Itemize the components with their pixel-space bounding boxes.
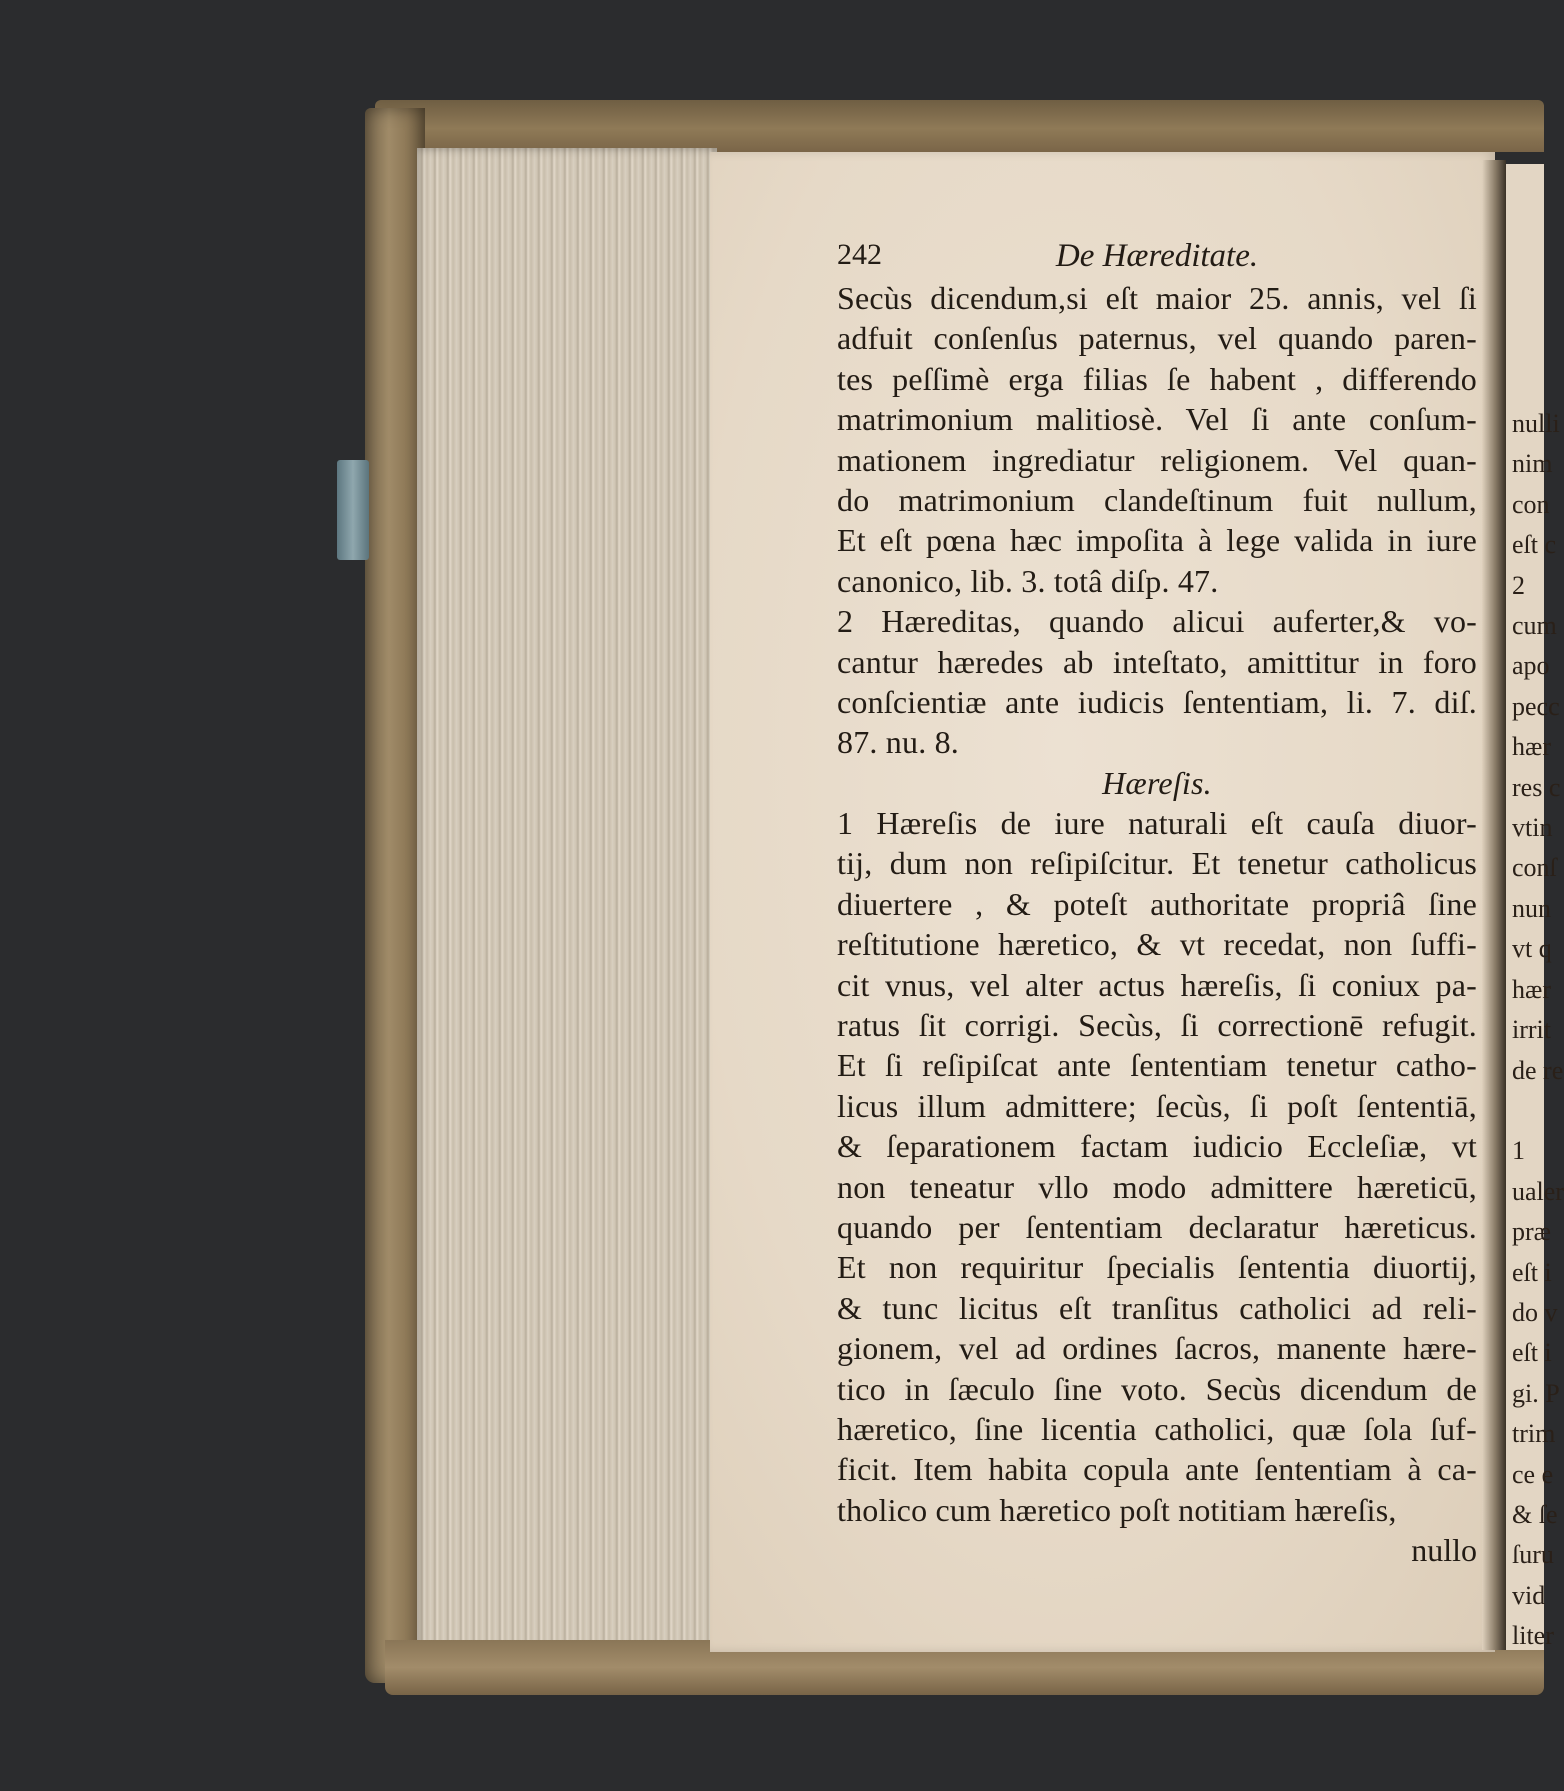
- facing-line-fragment: 1: [1512, 1136, 1525, 1166]
- text-line: hæretico, ſine licentia catholici, quæ ſola ſuf-: [837, 1410, 1477, 1447]
- text-line: licus illum admittere; ſecùs, ſi poſt ſententiā,: [837, 1087, 1477, 1124]
- text-line: cit vnus, vel alter actus hæreſis, ſi coniux pa-: [837, 966, 1477, 1003]
- page-header: [837, 238, 1477, 278]
- facing-line-fragment: præ: [1512, 1217, 1551, 1247]
- book-spine: [365, 108, 425, 1683]
- text-line: 87. nu. 8.: [837, 724, 959, 761]
- text-line: 1 Hæreſis de iure naturali eſt cauſa diuor-: [837, 805, 1477, 842]
- text-line: Secùs dicendum,si eſt maior 25. annis, vel ſi: [837, 280, 1477, 316]
- facing-line-fragment: & ſe: [1512, 1499, 1558, 1529]
- page-gutter: [1482, 160, 1506, 1650]
- text-line: non teneatur vllo modo admittere hæreticū,: [837, 1168, 1477, 1205]
- facing-line-fragment: de re: [1512, 1055, 1564, 1085]
- facing-line-fragment: do v: [1512, 1297, 1558, 1327]
- facing-page-text: [1512, 404, 1564, 1657]
- facing-line-fragment: trim: [1512, 1419, 1556, 1449]
- facing-line-fragment: apo: [1512, 651, 1550, 681]
- text-line: adfuit conſenſus paternus, vel quando paren-: [837, 320, 1477, 357]
- text-line: & tunc licitus eſt tranſitus catholici ad reli-: [837, 1289, 1477, 1326]
- facing-line-fragment: nun: [1512, 893, 1551, 923]
- text-line: ratus ſit corrigi. Secùs, ſi correctionē refugit.: [837, 1007, 1477, 1044]
- text-line: mationem ingrediatur religionem. Vel quan-: [837, 441, 1477, 478]
- text-line: reſtitutione hæretico, & vt recedat, non ſuffi-: [837, 926, 1477, 963]
- facing-line-fragment: hær: [1512, 974, 1551, 1004]
- text-line: tij, dum non reſipiſcitur. Et tenetur catholicus: [837, 845, 1477, 882]
- text-line: canonico, lib. 3. totâ diſp. 47.: [837, 562, 1219, 599]
- facing-page-fragment: [1506, 164, 1564, 1651]
- facing-line-fragment: vt q: [1512, 934, 1552, 964]
- text-line: tico in ſæculo ſine voto. Secùs dicendum de: [837, 1370, 1477, 1407]
- text-line: diuertere , & poteſt authoritate propriâ ſine: [837, 885, 1477, 922]
- facing-line-fragment: res c: [1512, 772, 1561, 802]
- facing-line-fragment: gi. P: [1512, 1378, 1560, 1408]
- catchword: nullo: [1411, 1532, 1477, 1569]
- facing-line-fragment: [1512, 1091, 1564, 1131]
- page-edges: [417, 148, 717, 1653]
- text-line: gionem, vel ad ordines ſacros, manente hære-: [837, 1330, 1477, 1367]
- facing-line-fragment: ualer: [1512, 1176, 1564, 1206]
- text-line: conſcientiæ ante iudicis ſententiam, li. 7. diſ.: [837, 683, 1477, 720]
- text-line: Et eſt pœna hæc impoſita à lege valida in iure: [837, 522, 1477, 559]
- facing-line-fragment: 2: [1512, 570, 1525, 600]
- running-head: De Hæreditate.: [1055, 238, 1259, 274]
- text-line: & ſeparationem factam iudicio Eccleſiæ, vt: [837, 1128, 1477, 1165]
- cover-top-edge: [375, 100, 1544, 152]
- facing-line-fragment: liter: [1512, 1621, 1554, 1651]
- facing-line-fragment: ſuru: [1512, 1540, 1554, 1570]
- text-line: quando per ſententiam declaratur hæreticus.: [837, 1208, 1477, 1245]
- text-body: [837, 278, 1477, 1530]
- text-line: tholico cum hæretico poſt notitiam hæreſis,: [837, 1491, 1397, 1528]
- page-number: 242: [837, 238, 882, 271]
- facing-line-fragment: eſt i: [1512, 1338, 1552, 1368]
- facing-line-fragment: ce e: [1512, 1459, 1554, 1489]
- text-line: matrimonium malitiosè. Vel ſi ante conſum-: [837, 401, 1477, 438]
- text-line: ficit. Item habita copula ante ſententiam à ca-: [837, 1451, 1477, 1488]
- text-line: Et ſi reſipiſcat ante ſententiam tenetur catho-: [837, 1047, 1477, 1084]
- facing-line-fragment: pecc: [1512, 691, 1560, 721]
- text-line: do matrimonium clandeſtinum fuit nullum,: [837, 481, 1477, 518]
- facing-line-fragment: nulli: [1512, 409, 1560, 438]
- facing-line-fragment: con: [1512, 489, 1550, 519]
- text-line: tes peſſimè erga filias ſe habent , differendo: [837, 360, 1477, 397]
- clasp-icon: [337, 460, 369, 560]
- facing-line-fragment: cum: [1512, 611, 1557, 641]
- facing-line-fragment: nim: [1512, 449, 1553, 479]
- text-line: 2 Hæreditas, quando alicui auferter,& vo-: [837, 603, 1477, 640]
- page-text: [837, 238, 1477, 1570]
- facing-line-fragment: vtin: [1512, 813, 1553, 843]
- facing-line-fragment: irrit: [1512, 1015, 1551, 1045]
- text-line: Et non requiritur ſpecialis ſententia diuortij,: [837, 1249, 1477, 1286]
- facing-line-fragment: vid: [1512, 1580, 1546, 1610]
- facing-line-fragment: eſt c: [1512, 530, 1557, 560]
- text-line: cantur hæredes ab inteſtato, amittitur in foro: [837, 643, 1477, 680]
- facing-line-fragment: hær: [1512, 732, 1551, 762]
- section-heading: Hæreſis.: [1102, 764, 1212, 801]
- facing-line-fragment: conſ: [1512, 853, 1557, 883]
- facing-line-fragment: eſt i: [1512, 1257, 1552, 1287]
